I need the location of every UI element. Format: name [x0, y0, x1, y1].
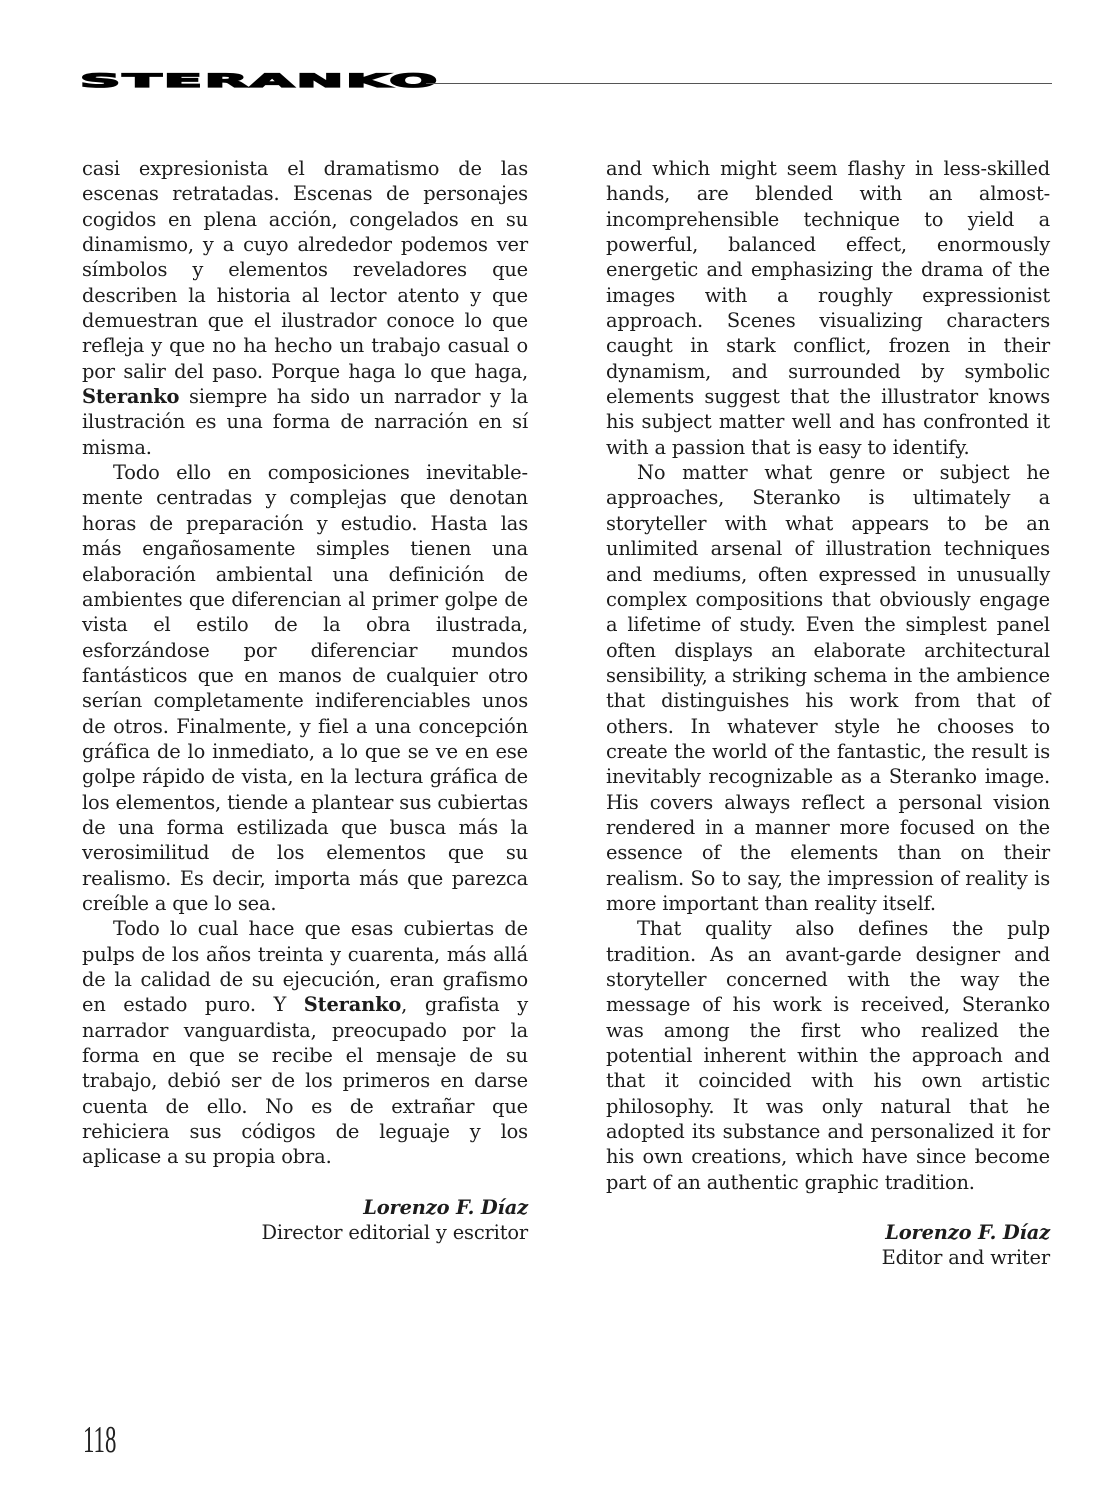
page-number: 118	[83, 1419, 117, 1461]
running-header	[80, 70, 1052, 96]
spanish-signature	[82, 1195, 528, 1246]
paragraph	[606, 460, 1050, 916]
text-run: Todo ello en composiciones inevitablemente centradas y complejas que denotan horas de preparación y estudio. Hasta las más engañosamente simples tienen una elaboración ambiental una definición de ambientes que diferencian al primer golpe de vista el estilo de la obra ilustrada, esforzándose por diferenciar mundos fantásticos que en manos de cualquier otro serían completamente indiferenciables unos de otros. Finalmente, y fiel a una concepción gráfica de lo inmediato, a lo que se ve en ese golpe rápido de vista, en la lectura gráfica de los elementos, tiende a plantear sus cubiertas de una forma estilizada que busca más la verosimilitud de los elementos que su realismo. Es decir, importa más que parezca creíble a que lo sea.	[82, 461, 528, 915]
spanish-body	[82, 156, 528, 1170]
paragraph	[82, 156, 528, 460]
header-rule	[426, 83, 1052, 84]
bold-name: Steranko	[82, 385, 180, 409]
text-run: casi expresionista el dramatismo de las escenas retratadas. Escenas de personajes cogidos en plena acción, congelados en su dinamismo, y a cuyo alrededor podemos ver símbolos y elementos reveladores que describen la historia al lector atento y que demuestran que el ilustrador conoce lo que refleja y que no ha hecho un trabajo casual o por salir del paso. Porque haga lo que haga,	[82, 157, 528, 383]
spanish-column	[82, 156, 528, 1245]
paragraph	[606, 916, 1050, 1195]
english-column	[606, 156, 1050, 1271]
text-run: siempre ha sido un narrador y la ilustración es una forma de narración en sí misma.	[82, 385, 528, 459]
steranko-logo: STERANKO	[80, 70, 440, 93]
author-role: Editor and writer	[881, 1246, 1050, 1270]
text-run: No matter what genre or subject he approaches, Steranko is ultimately a storyteller with what appears to be an unlimited arsenal of illustration techniques and mediums, often expressed in unusually complex compositions that obviously engage a lifetime of study. Even the simplest panel often displays an elaborate architectural sensibility, a striking schema in the ambience that distinguishes his work from that of others. In whatever style he chooses to create the world of the fantastic, the result is inevitably recognizable as a Steranko image. His covers always reflect a personal vision rendered in a manner more focused on the essence of the elements than on their realism. So to say, the impression of reality is more important than reality itself.	[606, 461, 1050, 915]
bold-name: Steranko	[303, 993, 402, 1017]
paragraph	[82, 916, 528, 1169]
author-name: Lorenzo F. Díaz	[885, 1221, 1050, 1245]
text-run: and which might seem flashy in less-skilled hands, are blended with an almost-incomprehensible technique to yield a powerful, balanced effect, enormously energetic and emphasizing the drama of the images with a roughly expressionist approach. Scenes visualizing characters caught in stark conflict, frozen in their dynamism, and surrounded by symbolic elements suggest that the illustrator knows his subject matter well and has confronted it with a passion that is easy to identify.	[606, 157, 1050, 459]
english-body	[606, 156, 1050, 1195]
text-run: Todo lo cual hace que esas cubiertas de pulps de los años treinta y cuarenta, más allá de la calidad de su ejecución, eran grafismo en estado puro. Y	[82, 917, 528, 1017]
author-role: Director editorial y escritor	[261, 1221, 528, 1245]
paragraph	[606, 156, 1050, 460]
english-signature	[606, 1220, 1050, 1271]
paragraph	[82, 460, 528, 916]
text-run: That quality also defines the pulp tradition. As an avant-garde designer and storyteller concerned with the way the message of his work is received, Steranko was among the first who realized the potential inherent within the approach and that it coincided with his own artistic philosophy. It was only natural that he adopted its substance and personalized it for his own creations, which have since become part of an authentic graphic tradition.	[606, 917, 1050, 1194]
text-run: , grafista y narrador vanguardista, preocupado por la forma en que se recibe el mensaje de su trabajo, debió ser de los primeros en darse cuenta de ello. No es de extrañar que rehiciera sus códigos de leguaje y los aplicase a su propia obra.	[82, 993, 528, 1169]
author-name: Lorenzo F. Díaz	[363, 1195, 528, 1219]
